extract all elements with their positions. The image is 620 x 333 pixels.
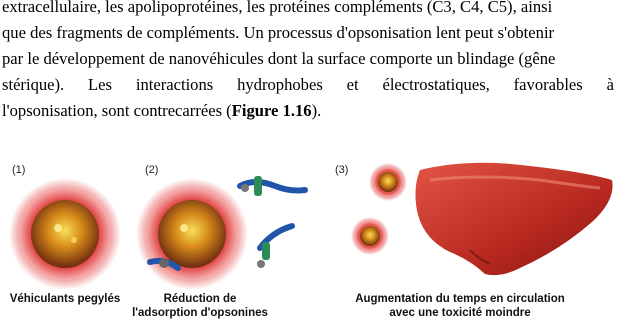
word: hydrophobes xyxy=(237,75,323,94)
text-line-3 xyxy=(2,46,614,72)
panel-label-1: (1) xyxy=(12,164,26,176)
text-line-3-content: par le développement de nanovéhicules dont la surface comporte un blindage (gêne xyxy=(2,49,556,68)
panel-label-2: (2) xyxy=(145,164,159,176)
figure-reference-link[interactable]: Figure 1.16 xyxy=(231,101,312,120)
pegylated-nanoparticle xyxy=(9,178,121,290)
word: électrostatiques, xyxy=(382,75,490,94)
caption-panel-2 xyxy=(130,292,270,320)
text-line-4 xyxy=(2,72,614,98)
caption-2-line-2: l'adsorption d'opsonines xyxy=(132,307,268,319)
text-line-5-post: ). xyxy=(311,101,322,120)
text-line-2-content: que des fragments de compléments. Un processus d'opsonisation lent peut s'obtenir xyxy=(2,23,555,42)
opsonin-top xyxy=(240,176,305,196)
panel-label-3: (3) xyxy=(335,164,349,176)
text-line-5-pre: l'opsonisation, sont contrecarrées ( xyxy=(2,101,232,120)
caption-panel-3 xyxy=(325,292,595,320)
word: favorables xyxy=(513,75,583,94)
body-paragraph xyxy=(2,0,614,124)
circulating-nanoparticle-1 xyxy=(369,163,407,201)
caption-1-text: Véhiculants pegylés xyxy=(9,293,121,305)
text-line-2 xyxy=(2,20,614,46)
text-line-1 xyxy=(2,0,614,20)
word: interactions xyxy=(135,75,214,94)
word: Les xyxy=(88,75,112,94)
word: à xyxy=(606,75,614,94)
word: stérique). xyxy=(2,75,65,94)
figure-1-16 xyxy=(0,160,620,328)
caption-2-line-1: Réduction de xyxy=(163,293,237,305)
word: et xyxy=(346,75,359,94)
caption-panel-1 xyxy=(0,292,130,306)
caption-3-line-2: avec une toxicité moindre xyxy=(389,307,531,319)
circulating-nanoparticle-2 xyxy=(351,217,389,255)
text-line-1-content: extracellulaire, les apolipoprotéines, les protéines compléments (C3, C4, C5), ainsi xyxy=(2,0,553,16)
caption-3-line-1: Augmentation du temps en circulation xyxy=(355,293,565,305)
text-line-5 xyxy=(2,98,614,124)
opsonin-right xyxy=(257,226,292,268)
liver-illustration xyxy=(415,163,612,275)
nanoparticle-with-opsonins xyxy=(136,178,248,290)
